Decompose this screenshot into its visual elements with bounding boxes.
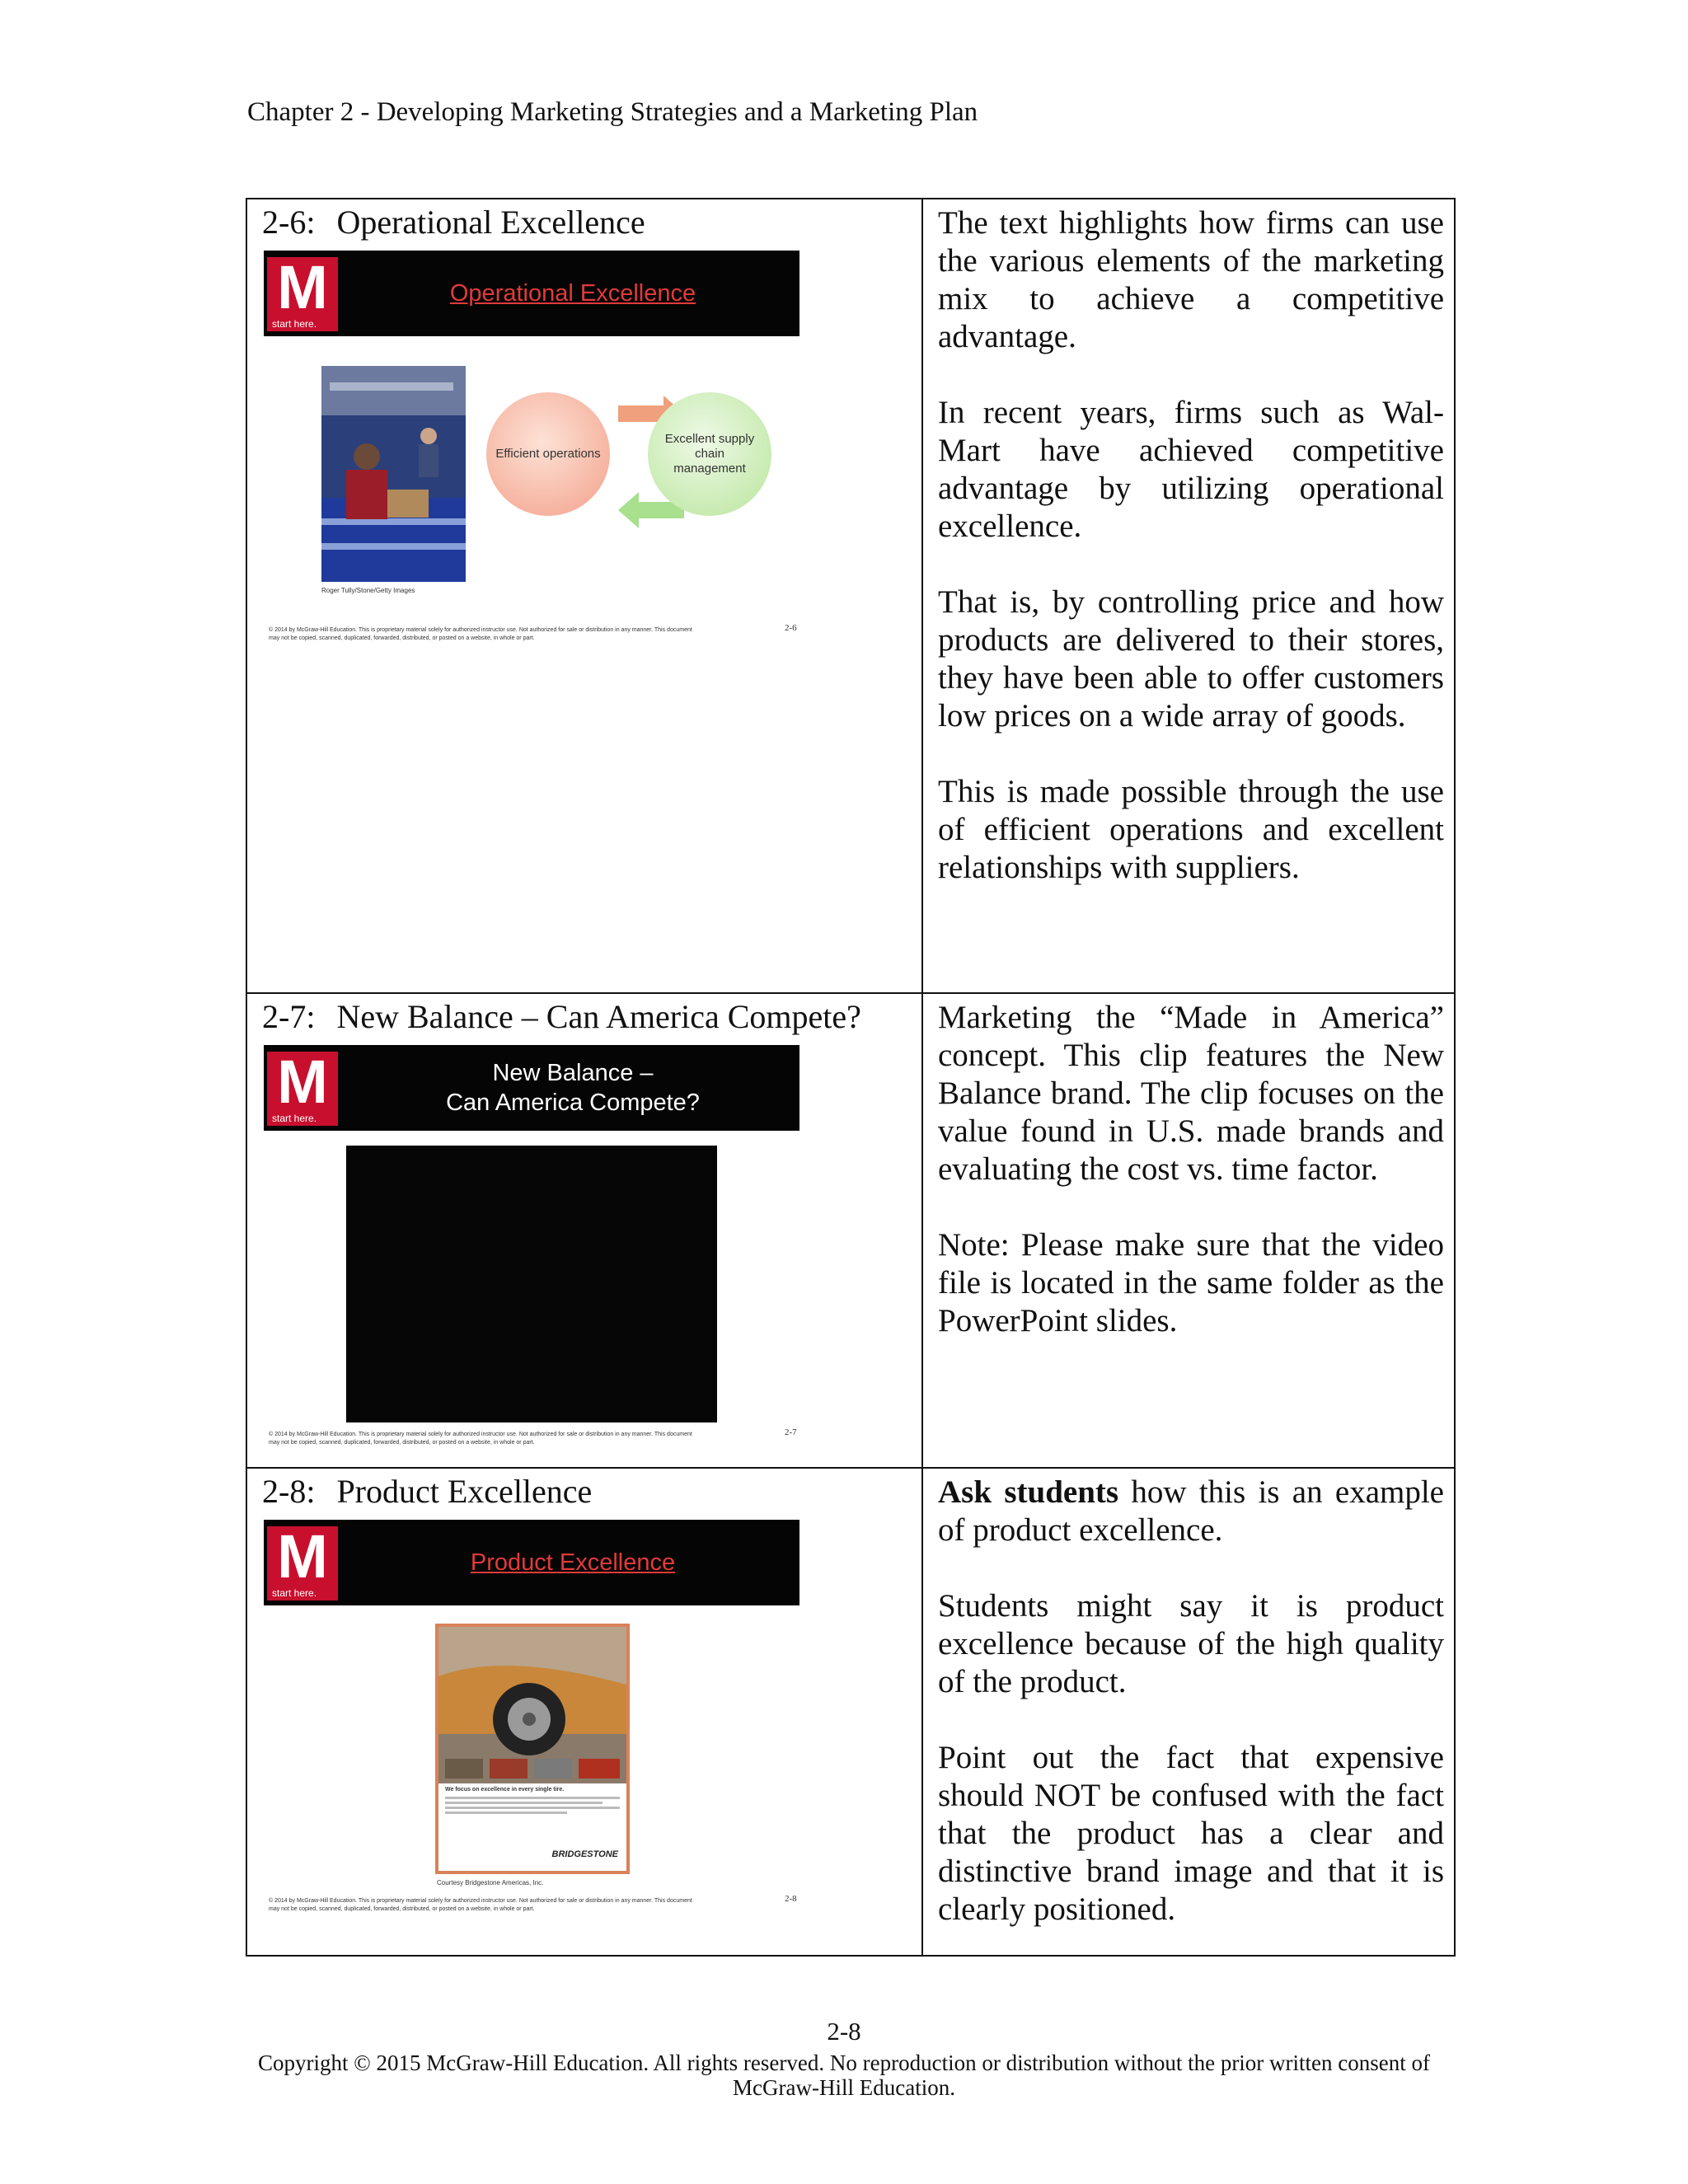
copyright-line: McGraw-Hill Education.: [733, 2075, 955, 2100]
banner-title-line: New Balance –: [492, 1059, 654, 1086]
logo-tagline: start here.: [272, 318, 317, 330]
sports-car-photo: [438, 1627, 626, 1783]
notes-paragraph: Note: Please make sure that the video file is located in the same folder as the PowerPoint slides.: [938, 1227, 1444, 1338]
slide-thumbnail: [264, 242, 799, 641]
slide-thumbnail: [264, 1037, 799, 1446]
photo-caption: Roger Tully/Stone/Getty Images: [321, 587, 415, 594]
logo-letter: M: [277, 1522, 328, 1591]
slide-title-text: Product Excellence: [336, 1473, 593, 1510]
slide-banner: [264, 1045, 799, 1131]
notes-paragraph: Marketing the “Made in America” concept. This clip features the New Balance brand. The clip focuses on the value found in U.S. made brands and evaluating the cost vs. time factor.: [938, 1000, 1444, 1187]
banner-title-line: Can America Compete?: [446, 1090, 700, 1116]
slide-cell: [246, 993, 922, 1468]
ad-headline: We focus on excellence in every single tire.: [445, 1787, 565, 1793]
banner-title: Operational Excellence: [449, 279, 696, 307]
notes-cell: [922, 993, 1455, 1468]
slide-banner: [264, 251, 799, 336]
lead-rest: how this is an example of product excellence.: [938, 1474, 1444, 1548]
table-row: [246, 1468, 1455, 1956]
page-header: Chapter 2 - Developing Marketing Strategies and a Marketing Plan: [247, 97, 978, 127]
photo-caption: Courtesy Bridgestone Americas, Inc.: [437, 1879, 544, 1886]
slide-title-number: 2-7:: [262, 998, 316, 1035]
mcgraw-hill-logo: [267, 1522, 338, 1601]
slide-fineprint: © 2014 by McGraw-Hill Education. This is proprietary material solely for authorized instructor use. Not authorized for sale or distribution in any manner. This document may not be copied, scanned, duplicated, forwarded, distributed, or posted on a website, in whole or part.: [269, 627, 692, 641]
bridgestone-ad-image: [435, 1624, 630, 1874]
slide-title-text: Operational Excellence: [336, 204, 645, 241]
notes-paragraph: The text highlights how firms can use the various elements of the marketing mix to achieve a competitive advantage.: [938, 205, 1444, 354]
bridgestone-logo: BRIDGESTONE: [551, 1849, 618, 1859]
bold-lead: Ask students: [938, 1474, 1119, 1510]
notes-text: [923, 1469, 1454, 1929]
notes-table: [246, 198, 1456, 1957]
slide-fineprint: © 2014 by McGraw-Hill Education. This is proprietary material solely for authorized instructor use. Not authorized for sale or distribution in any manner. This document may not be copied, scanned, duplicated, forwarded, distributed, or posted on a website, in whole or part.: [269, 1898, 692, 1912]
slide-title-number: 2-8:: [262, 1473, 316, 1510]
banner-title: Product Excellence: [470, 1549, 676, 1576]
logo-tagline: start here.: [272, 1113, 317, 1124]
notes-paragraph: Point out the fact that expensive should NOT be confused with the fact that the product has a clear and distinctive brand image and that it is clearly positioned.: [938, 1740, 1444, 1927]
notes-paragraph: This is made possible through the use of efficient operations and excellent relationships with suppliers.: [938, 774, 1444, 885]
notes-paragraph: [938, 1474, 1444, 1549]
slide-thumbnail: [264, 1511, 799, 1912]
ad-body-lines: [438, 1797, 626, 1814]
notes-cell: [922, 199, 1455, 993]
slide-number: 2-7: [785, 1427, 797, 1437]
warehouse-worker-photo: [321, 366, 466, 582]
slide-banner: [264, 1520, 799, 1605]
efficient-operations-circle: Efficient operations: [486, 392, 610, 516]
notes-paragraph: That is, by controlling price and how products are delivered to their stores, they have been able to offer customers low prices on a wide array of goods.: [938, 584, 1444, 733]
table-row: [246, 993, 1455, 1468]
page-number: 2-8: [827, 2017, 861, 2046]
logo-letter: M: [277, 253, 328, 321]
notes-text: [923, 199, 1454, 887]
logo-letter: M: [277, 1047, 328, 1116]
copyright-line: Copyright © 2015 McGraw-Hill Education. All rights reserved. No reproduction or distribution without the prior written consent of: [257, 2050, 1430, 2075]
mcgraw-hill-logo: [267, 253, 338, 331]
banner-title: [346, 1045, 799, 1131]
slide-cell: [246, 199, 922, 993]
notes-paragraph: Students might say it is product excellence because of the high quality of the product.: [938, 1588, 1444, 1699]
video-player[interactable]: [346, 1146, 717, 1422]
slide-cell: [246, 1468, 922, 1956]
slide-number: 2-8: [785, 1894, 797, 1904]
supply-chain-circle: Excellent supply chain management: [648, 392, 771, 516]
slide-title: [262, 203, 921, 242]
slide-title-number: 2-6:: [262, 204, 316, 241]
slide-title-text: New Balance – Can America Compete?: [336, 998, 861, 1035]
slide-number: 2-6: [785, 623, 797, 633]
slide-fineprint: © 2014 by McGraw-Hill Education. This is proprietary material solely for authorized instructor use. Not authorized for sale or distribution in any manner. This document may not be copied, scanned, duplicated, forwarded, distributed, or posted on a website, in whole or part.: [269, 1432, 692, 1446]
notes-cell: [922, 1468, 1455, 1956]
slide-title: [262, 997, 921, 1037]
notes-paragraph: In recent years, firms such as Wal-Mart have achieved competitive advantage by utilizing operational excellence.: [938, 395, 1444, 544]
notes-text: [923, 994, 1454, 1340]
table-row: [246, 199, 1455, 993]
slide-title: [262, 1472, 921, 1511]
mcgraw-hill-logo: [267, 1047, 338, 1126]
logo-tagline: start here.: [272, 1587, 317, 1599]
